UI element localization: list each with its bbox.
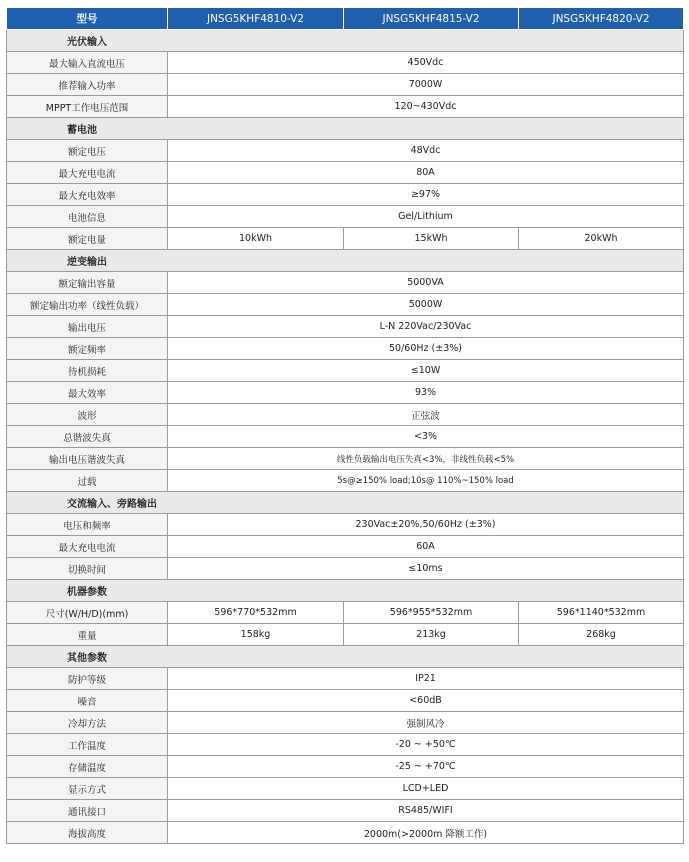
row-value: 10kWh	[168, 228, 344, 250]
table-row	[7, 52, 684, 74]
row-value: <60dB	[168, 690, 684, 712]
table-row	[7, 822, 684, 844]
section-title: 机器参数	[7, 580, 684, 602]
row-value: 596*955*532mm	[344, 602, 519, 624]
row-label: 过载	[7, 470, 168, 492]
row-value: ≤10W	[168, 360, 684, 382]
row-value: 93%	[168, 382, 684, 404]
row-label: 额定电量	[7, 228, 168, 250]
table-row	[7, 360, 684, 382]
row-value: 213kg	[344, 624, 519, 646]
row-label: 存储温度	[7, 756, 168, 778]
row-label: 待机损耗	[7, 360, 168, 382]
row-label: 波形	[7, 404, 168, 426]
row-label: 冷却方法	[7, 712, 168, 734]
row-label: 尺寸(W/H/D)(mm)	[7, 602, 168, 624]
row-value: 7000W	[168, 74, 684, 96]
header-row	[7, 8, 684, 30]
row-value: 5s@≥150% load;10s@ 110%~150% load	[168, 470, 684, 492]
row-label: 最大充电电流	[7, 536, 168, 558]
row-label: 额定电压	[7, 140, 168, 162]
table-row	[7, 602, 684, 624]
table-row	[7, 756, 684, 778]
row-label: 工作温度	[7, 734, 168, 756]
row-value: 5000VA	[168, 272, 684, 294]
row-value: 80A	[168, 162, 684, 184]
table-row	[7, 272, 684, 294]
row-label: 输出电压	[7, 316, 168, 338]
table-row	[7, 470, 684, 492]
table-row	[7, 206, 684, 228]
table-row	[7, 96, 684, 118]
row-value: 5000W	[168, 294, 684, 316]
row-label: 最大充电电流	[7, 162, 168, 184]
section-header-row	[7, 492, 684, 514]
row-value: 15kWh	[344, 228, 519, 250]
table-row	[7, 74, 684, 96]
row-value: 60A	[168, 536, 684, 558]
section-header-row	[7, 30, 684, 52]
row-value: 230Vac±20%,50/60Hz (±3%)	[168, 514, 684, 536]
row-label: 最大效率	[7, 382, 168, 404]
section-header-row	[7, 250, 684, 272]
section-title: 蓄电池	[7, 118, 684, 140]
row-value: LCD+LED	[168, 778, 684, 800]
row-value: 596*770*532mm	[168, 602, 344, 624]
row-value: Gel/Lithium	[168, 206, 684, 228]
row-value: RS485/WIFI	[168, 800, 684, 822]
row-label: 通讯接口	[7, 800, 168, 822]
table-row	[7, 426, 684, 448]
table-row	[7, 558, 684, 580]
row-label: 输出电压谐波失真	[7, 448, 168, 470]
row-label: 海拔高度	[7, 822, 168, 844]
table-row	[7, 382, 684, 404]
row-value: ≤10ms	[168, 558, 684, 580]
row-value: 强制风冷	[168, 712, 684, 734]
row-value: 596*1140*532mm	[519, 602, 684, 624]
spec-table-wrapper	[6, 7, 683, 844]
table-row	[7, 712, 684, 734]
table-body	[7, 30, 684, 844]
table-row	[7, 536, 684, 558]
row-label: MPPT工作电压范围	[7, 96, 168, 118]
table-row	[7, 734, 684, 756]
row-value: ≥97%	[168, 184, 684, 206]
row-label: 最大充电效率	[7, 184, 168, 206]
header-model-4810: JNSG5KHF4810-V2	[168, 8, 344, 30]
table-row	[7, 184, 684, 206]
table-row	[7, 514, 684, 536]
section-title: 其他参数	[7, 646, 684, 668]
section-title: 交流输入、旁路输出	[7, 492, 684, 514]
header-model-4820: JNSG5KHF4820-V2	[519, 8, 684, 30]
section-header-row	[7, 580, 684, 602]
table-row	[7, 338, 684, 360]
row-value: <3%	[168, 426, 684, 448]
section-title: 逆变输出	[7, 250, 684, 272]
table-row	[7, 624, 684, 646]
row-label: 显示方式	[7, 778, 168, 800]
spec-table	[6, 7, 684, 844]
table-row	[7, 668, 684, 690]
row-value: -20 ~ +50℃	[168, 734, 684, 756]
row-label: 电压和频率	[7, 514, 168, 536]
row-value: 20kWh	[519, 228, 684, 250]
row-value: 268kg	[519, 624, 684, 646]
row-value: 线性负载输出电压失真<3%，非线性负载<5%	[168, 448, 684, 470]
row-label: 噪音	[7, 690, 168, 712]
table-row	[7, 316, 684, 338]
row-value: 120~430Vdc	[168, 96, 684, 118]
section-header-row	[7, 646, 684, 668]
row-label: 推荐输入功率	[7, 74, 168, 96]
table-row	[7, 294, 684, 316]
header-model-label: 型号	[7, 8, 168, 30]
table-row	[7, 800, 684, 822]
row-value: 158kg	[168, 624, 344, 646]
header-model-4815: JNSG5KHF4815-V2	[344, 8, 519, 30]
row-label: 重量	[7, 624, 168, 646]
row-value: 正弦波	[168, 404, 684, 426]
row-value: 2000m(>2000m 降额工作)	[168, 822, 684, 844]
table-row	[7, 448, 684, 470]
section-header-row	[7, 118, 684, 140]
row-value: 450Vdc	[168, 52, 684, 74]
row-label: 切换时间	[7, 558, 168, 580]
table-row	[7, 140, 684, 162]
table-row	[7, 404, 684, 426]
row-value: L-N 220Vac/230Vac	[168, 316, 684, 338]
table-row	[7, 228, 684, 250]
row-value: -25 ~ +70℃	[168, 756, 684, 778]
row-label: 总谐波失真	[7, 426, 168, 448]
row-label: 电池信息	[7, 206, 168, 228]
row-value: IP21	[168, 668, 684, 690]
row-label: 最大输入直流电压	[7, 52, 168, 74]
row-label: 额定频率	[7, 338, 168, 360]
row-label: 额定输出功率（线性负载）	[7, 294, 168, 316]
row-value: 48Vdc	[168, 140, 684, 162]
section-title: 光伏输入	[7, 30, 684, 52]
row-label: 防护等级	[7, 668, 168, 690]
table-row	[7, 690, 684, 712]
table-row	[7, 162, 684, 184]
table-header	[7, 8, 684, 30]
table-row	[7, 778, 684, 800]
row-label: 额定输出容量	[7, 272, 168, 294]
row-value: 50/60Hz (±3%)	[168, 338, 684, 360]
